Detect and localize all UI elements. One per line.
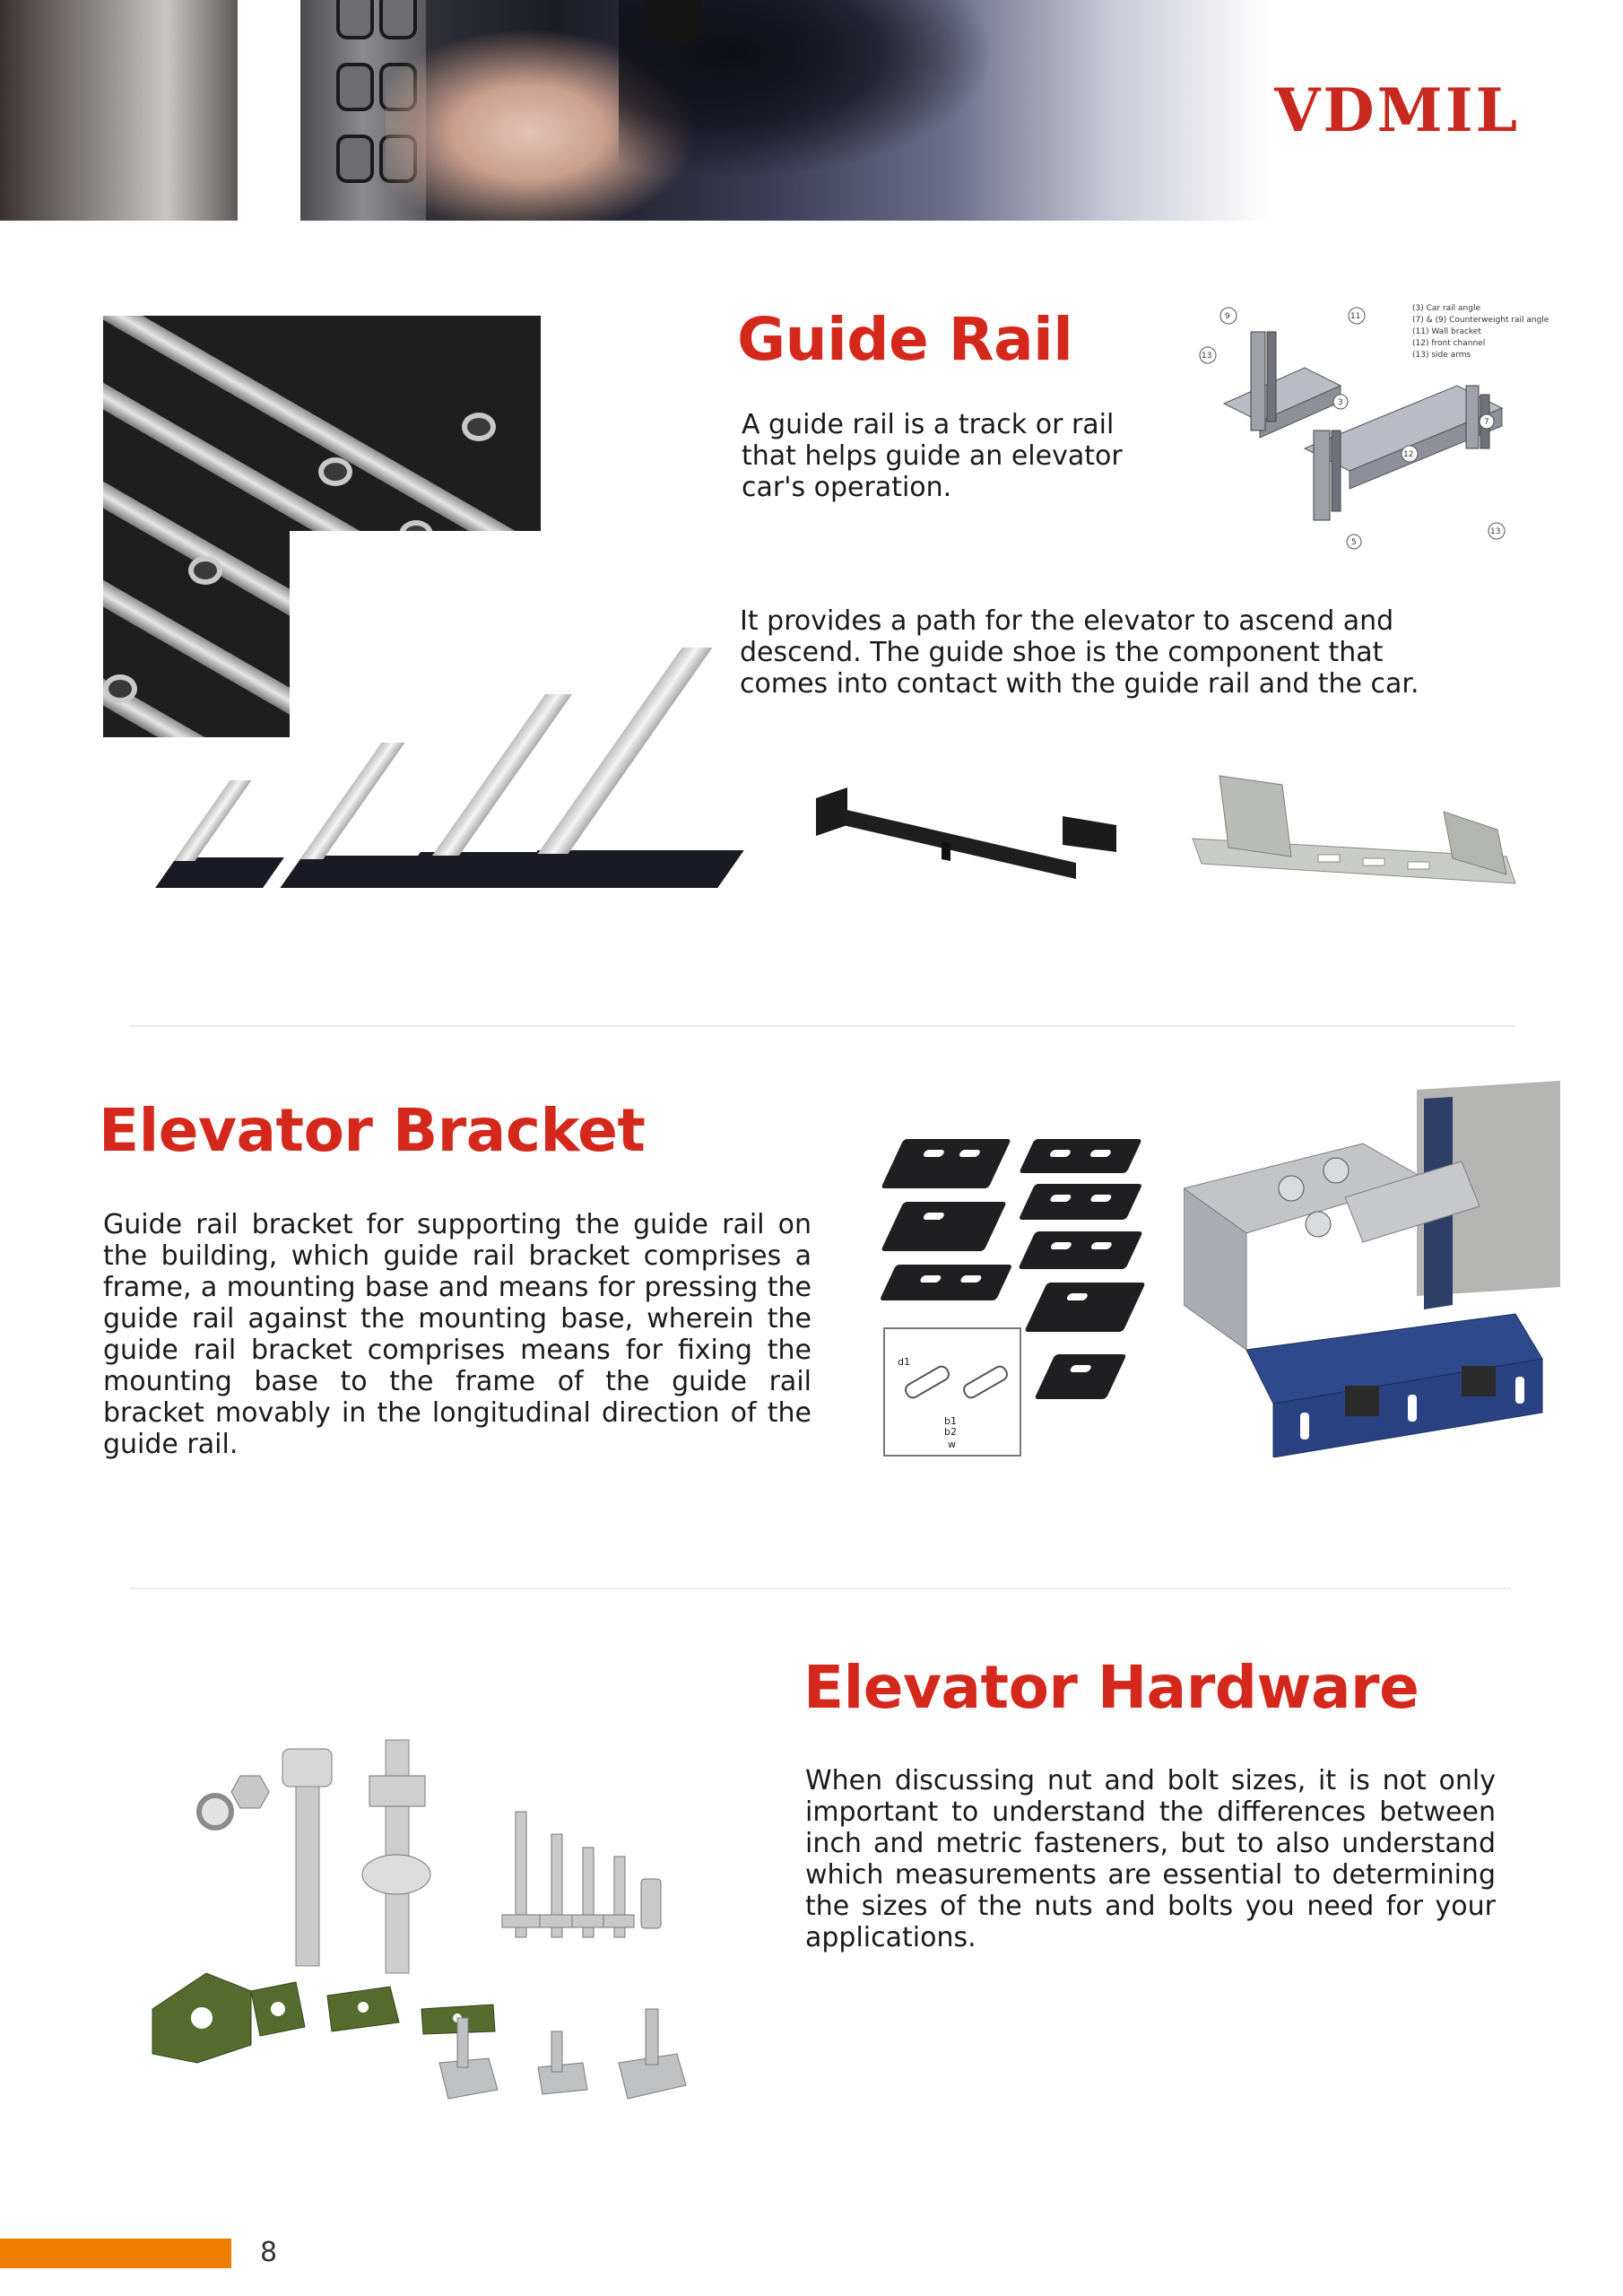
svg-text:12: 12 [1403,450,1414,459]
bracket-dimension-drawing: d1 b1 b2 w [883,1327,1021,1457]
diagram-legend: (3) Car rail angle (7) & (9) Counterweight rail angle (11) Wall bracket (12) front channel (13) side arms [1412,304,1549,360]
svg-text:11: 11 [1350,312,1361,321]
section-divider [130,1587,1511,1589]
svg-text:3: 3 [1338,398,1343,407]
elevator-bracket-title: Elevator Bracket [99,1096,646,1165]
svg-text:7: 7 [1484,418,1489,427]
section-divider [130,1025,1515,1027]
black-rail-bracket-image [807,762,1130,888]
elevator-hardware-body: When discussing nut and bolt sizes, it is not only important to understand the differences between inch and metric fasteners, but to also understand which measurements are essential to determining the sizes of the nuts and bolts you need for your applications. [805,1765,1496,1953]
svg-text:9: 9 [1225,312,1230,321]
silver-rail-bracket-image [1184,758,1542,910]
fastener-hardware-image [135,1722,708,2117]
guide-rail-title: Guide Rail [737,305,1073,374]
elevator-bracket-body: Guide rail bracket for supporting the guide rail on the building, which guide rail bracket comprises a frame, a mounting base and means for pressing the guide rail against the mounting base, wherein the guide rail bracket comprises means for fixing the mounting base to the frame of the guide rail bracket movably in the longitudinal direction of the guide rail. [103,1209,812,1460]
header-banner [0,0,1587,221]
footer-accent-bar [0,2239,231,2268]
wristwatch-icon [644,0,701,45]
guide-rail-bracket-diagram [1197,296,1574,556]
svg-text:13: 13 [1202,352,1212,361]
guide-rail-detail: It provides a path for the elevator to ascend and descend. The guide shoe is the component that comes into contact with the guide rail and the car. [740,605,1419,700]
guide-rail-clamp-assembly-image [1184,1081,1560,1457]
page-number: 8 [260,2237,278,2268]
svg-text:13: 13 [1490,527,1501,536]
angle-bracket-set-image [874,1126,1143,1466]
svg-text:5: 5 [1351,538,1357,547]
elevator-button-icon [336,135,374,183]
elevator-door-photo [0,0,238,221]
elevator-button-icon [336,0,374,39]
elevator-hardware-title: Elevator Hardware [803,1653,1419,1722]
guide-rail-samples-image [139,628,731,924]
elevator-button-icon [336,63,374,111]
brand-logo: VDMIL [1274,75,1520,145]
guide-rail-intro: A guide rail is a track or rail that helps guide an elevator car's operation. [742,409,1123,503]
